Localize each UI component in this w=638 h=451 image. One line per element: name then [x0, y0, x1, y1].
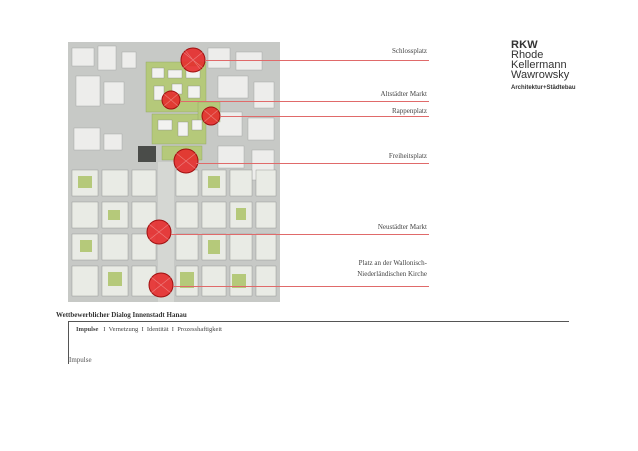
callout-line-rappenplatz [220, 116, 429, 117]
rkw-logo [511, 40, 576, 93]
label-schlossplatz: Schlossplatz [392, 47, 427, 55]
tab-nav [76, 326, 222, 333]
logo-line1: Rhode [511, 49, 544, 61]
site-map-graphic [68, 42, 280, 302]
site-map [68, 42, 280, 302]
label-neustaedter-markt: Neustädter Markt [377, 223, 427, 231]
callout-line-schlossplatz [205, 60, 429, 61]
callout-line-freiheitsplatz [196, 163, 429, 164]
section-heading: Impulse [69, 356, 92, 364]
divider [68, 321, 569, 322]
label-kirche-line2: Niederländischen Kirche [357, 270, 427, 278]
page-title: Wettbewerblicher Dialog Innenstadt Hanau [56, 311, 187, 319]
tab-vernetzung[interactable]: Vernetzung [108, 326, 139, 333]
tab-prozesshaftigkeit[interactable]: Prozesshaftigkeit [177, 326, 222, 333]
logo-abbr: RKW [511, 39, 538, 51]
label-freiheitsplatz: Freiheitsplatz [388, 152, 427, 160]
tab-impulse[interactable]: Impulse [76, 326, 99, 333]
logo-subtitle: Architektur+Städtebau [511, 85, 576, 91]
callout-line-neustaedter-markt [171, 234, 429, 235]
nav-separator: I [141, 326, 144, 333]
label-rappenplatz: Rappenplatz [392, 107, 427, 115]
logo-line2: Kellermann [511, 59, 567, 71]
callout-line-altstaedter-markt [180, 101, 429, 102]
logo-line3: Wawrowsky [511, 69, 570, 81]
label-kirche-line1: Platz an der Wallonisch- [358, 259, 427, 267]
tab-identitaet[interactable]: Identität [146, 326, 169, 333]
label-altstaedter-markt: Altstädter Markt [380, 90, 427, 98]
nav-separator: I [171, 326, 174, 333]
nav-separator: I [103, 326, 106, 333]
callout-line-kirche [173, 286, 429, 287]
